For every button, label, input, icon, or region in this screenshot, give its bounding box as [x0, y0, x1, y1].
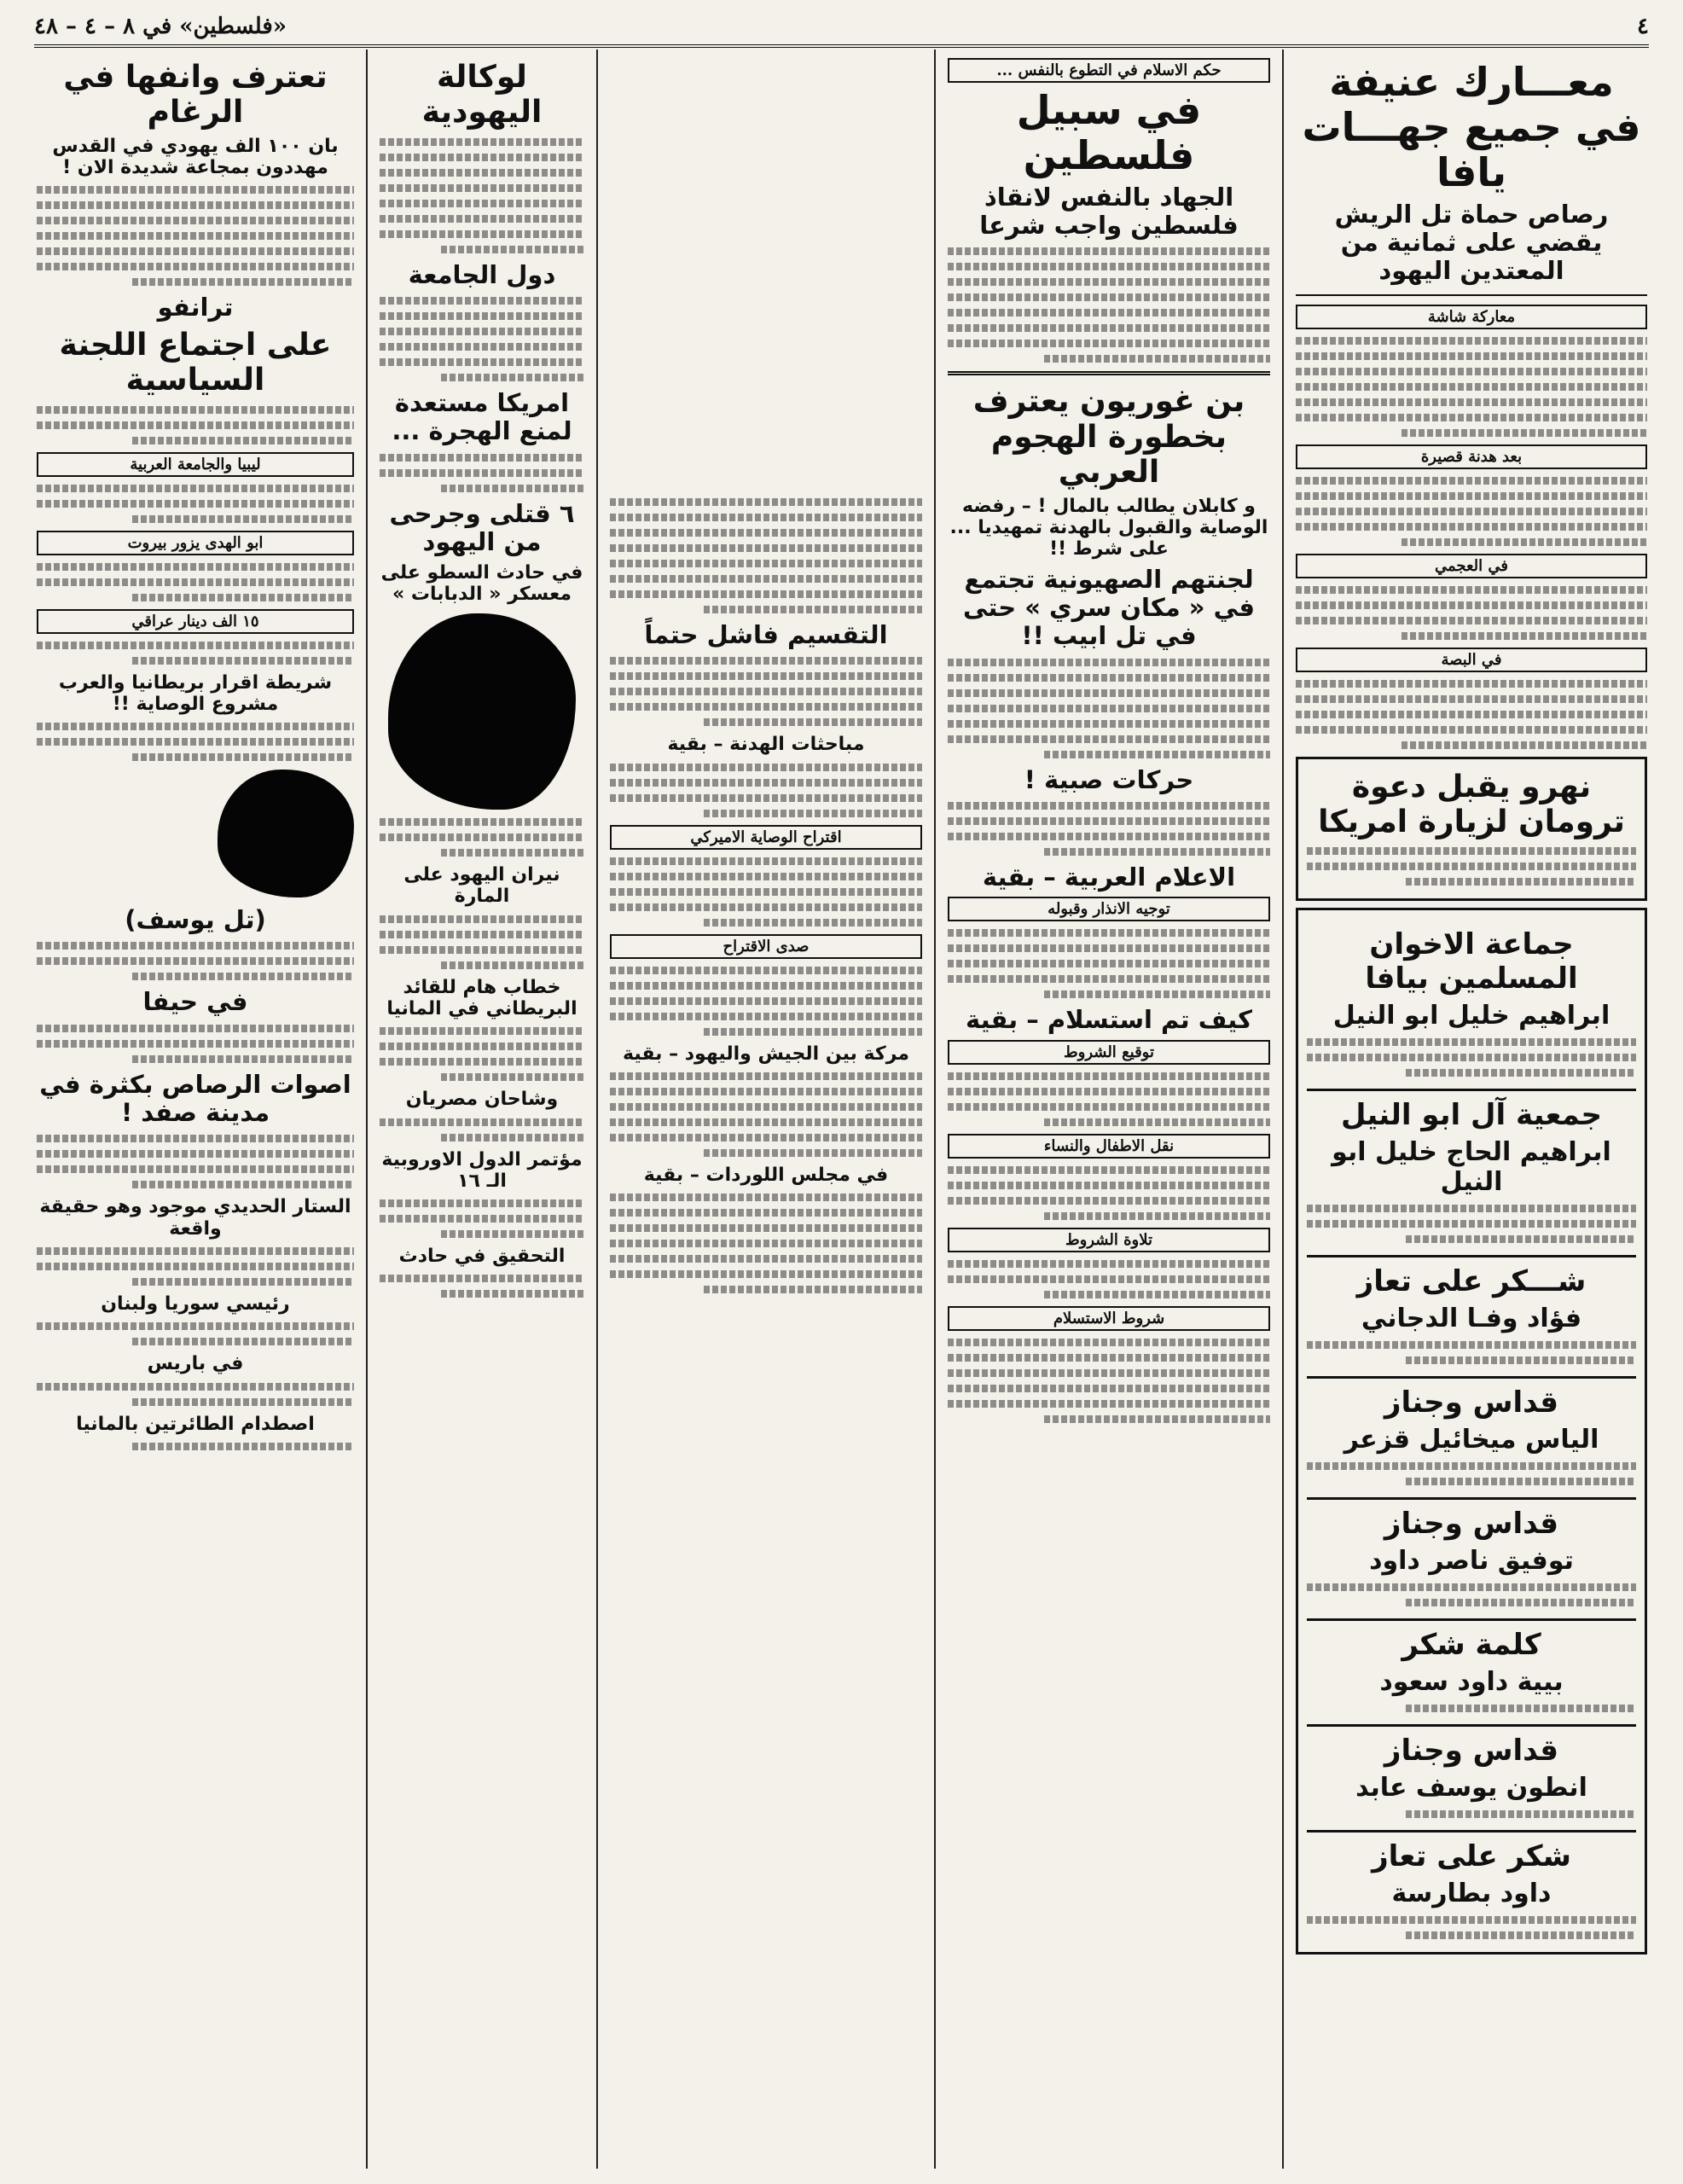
ad6-title: كلمة شكر [1307, 1618, 1636, 1662]
column-4 [366, 49, 596, 2169]
headline-jewish-agency: لوكالة اليهودية [421, 60, 543, 131]
subheadline-jihad: الجهاد بالنفس لانقاذ فلسطين واجب شرعا [979, 182, 1239, 241]
ink-blot [388, 613, 576, 810]
ad8-name: داود بطارسة [1391, 1879, 1552, 1909]
kicker-surrender-terms: شروط الاستسلام [948, 1306, 1270, 1331]
headline-league-states: دول الجامعة [408, 259, 556, 289]
headline-trusteeship-condition: شريطة اقرار بريطانيا والعرب مشروع الوصاية !! [58, 671, 333, 715]
headline-tank-camp: في حادث السطو على معسكر « الدبابات » [380, 561, 583, 605]
headline-political-committee: على اجتماع اللجنة السياسية [59, 327, 332, 398]
kicker-reading-terms: تلاوة الشروط [948, 1228, 1270, 1252]
ad7-name: انطون يوسف عابد [1355, 1773, 1587, 1804]
ad4-title: قداس وجناز [1307, 1376, 1636, 1420]
headline-tranfo: ترانفو [157, 293, 234, 322]
headline-safad: اصوات الرصاص بكثرة في مدينة صفد ! [39, 1069, 351, 1128]
headline-partition: التقسيم فاشل حتماً [644, 620, 888, 649]
headline-syria-lebanon: رئيسي سوريا ولبنان [101, 1293, 290, 1316]
kicker-libya: ليبيا والجامعة العربية [37, 452, 354, 477]
ad5-name: توفيق ناصر داود [1369, 1546, 1574, 1577]
column-2 [934, 49, 1282, 2169]
headline-zionist-committee: لجنتهم الصهيونية تجتمع في « مكان سري » حتى في تل ابيب !! [963, 564, 1255, 651]
headline-lords: في مجلس اللوردات – بقية [643, 1164, 889, 1186]
kicker-dinars: ١٥ الف دينار عراقي [37, 609, 354, 634]
ink-blot-left [218, 770, 354, 897]
kicker-islam: حكم الاسلام في التطوع بالنفس ... [948, 58, 1270, 83]
headline-british-commander: خطاب هام للقائد البريطاني في المانيا [386, 976, 577, 1019]
kicker-1: معاركة شاشة [1296, 305, 1647, 329]
headline-paris: في باريس [147, 1353, 244, 1375]
headline-arab-flags: الاعلام العربية – بقية [982, 862, 1236, 892]
kicker-echo: صدى الاقتراح [610, 934, 922, 959]
headline-jewish-fire: نيران اليهود على المارة [403, 864, 560, 908]
column-3 [596, 49, 934, 2169]
kicker-ultimatum: توجيه الانذار وقبوله [948, 897, 1270, 921]
ad-group-name: ابراهيم خليل ابو النيل [1332, 1001, 1610, 1031]
headline-truce-talks: مباحثات الهدنة – بقية [667, 734, 865, 756]
kicker-signing: توقيع الشروط [948, 1040, 1270, 1065]
ad7-title: قداس وجناز [1307, 1724, 1636, 1768]
kicker-abul-huda: ابو الهدى يزور بيروت [37, 531, 354, 555]
announcements-box [1296, 908, 1647, 1955]
column-1 [1282, 49, 1659, 2169]
headline-iron-curtain: الستار الحديدي موجود وهو حقيقة واقعة [39, 1196, 351, 1240]
page-number: ٤ [1637, 14, 1649, 39]
headline-jaffa-battles: معـــارك عنيفة في جميع جهـــات يافا [1302, 59, 1641, 195]
headline-ben-gurion: بن غوريون يعترف بخطورة الهجوم العربي [972, 384, 1245, 491]
kicker-2: بعد هدنة قصيرة [1296, 444, 1647, 469]
headline-army-jews: مركة بين الجيش واليهود – بقية [623, 1043, 909, 1065]
headline-egyptian-sashes: وشاحان مصريان [405, 1089, 559, 1111]
kicker-3: في العجمي [1296, 554, 1647, 578]
ad2-title: جمعية آل ابو النيل [1307, 1089, 1636, 1132]
paper-ref: «فلسطين» في ٨ – ٤ – ٤٨ [34, 14, 287, 39]
ad2-name: ابراهيم الحاج خليل ابو النيل [1332, 1137, 1611, 1198]
headline-tel-yusuf: (تل يوسف) [125, 905, 266, 935]
column-5 [25, 49, 366, 2169]
headline-boyish-moves: حركات صبية ! [1024, 764, 1194, 794]
ad-group-title: جماعة الاخوان المسلمين بيافا [1365, 927, 1578, 996]
headline-kaplan: و كابلان يطالب بالمال ! – رفضه الوصاية والقبول بالهدنة تمهيديا ... على شرط !! [949, 495, 1268, 561]
ad6-name: بيية داود سعود [1379, 1667, 1564, 1698]
nehru-box [1296, 757, 1647, 902]
subheadline-tel-rish: رصاص حماة تل الريش يقضي على ثمانية من المعتدين اليهود [1334, 199, 1609, 286]
headline-palestine: في سبيل فلسطين [1016, 87, 1202, 178]
headline-america-immigration: امريكا مستعدة لمنع الهجرة ... [392, 388, 572, 446]
ad4-name: الياس ميخائيل قزعر [1343, 1425, 1599, 1455]
article-text-block [1296, 337, 1647, 437]
kicker-trusteeship: اقتراح الوصاية الاميركي [610, 825, 922, 850]
headline-casualties: ٦ قتلى وجرحى من اليهود [389, 498, 575, 557]
headline-surrender: كيف تم استسلام – بقية [965, 1005, 1253, 1035]
ad5-title: قداس وجناز [1307, 1497, 1636, 1541]
kicker-4: في البصة [1296, 648, 1647, 672]
ad3-title: شـــكر على تعاز [1307, 1255, 1636, 1298]
headline-investigation: التحقيق في حادث [398, 1246, 566, 1268]
subheadline-famine: بان ١٠٠ الف يهودي في القدس مهددون بمجاعة شديدة الان ! [52, 135, 339, 179]
kicker-evacuation: نقل الاطفال والنساء [948, 1134, 1270, 1159]
headline-european-conference: مؤتمر الدول الاوروبية الـ ١٦ [381, 1148, 583, 1192]
headline-plane-crash: اصطدام الطائرتين بالمانيا [76, 1413, 315, 1435]
ad8-title: شكر على تعاز [1307, 1830, 1636, 1873]
headline-haifa: في حيفا [142, 987, 248, 1017]
ad3-name: فؤاد وفـا الدجاني [1361, 1304, 1582, 1334]
masthead-line [34, 9, 1649, 48]
headline-admits: تعترف وانفها في الرغام [63, 60, 328, 131]
headline-nehru: نهرو يقبل دعوة ترومان لزيارة امريكا [1318, 769, 1625, 840]
